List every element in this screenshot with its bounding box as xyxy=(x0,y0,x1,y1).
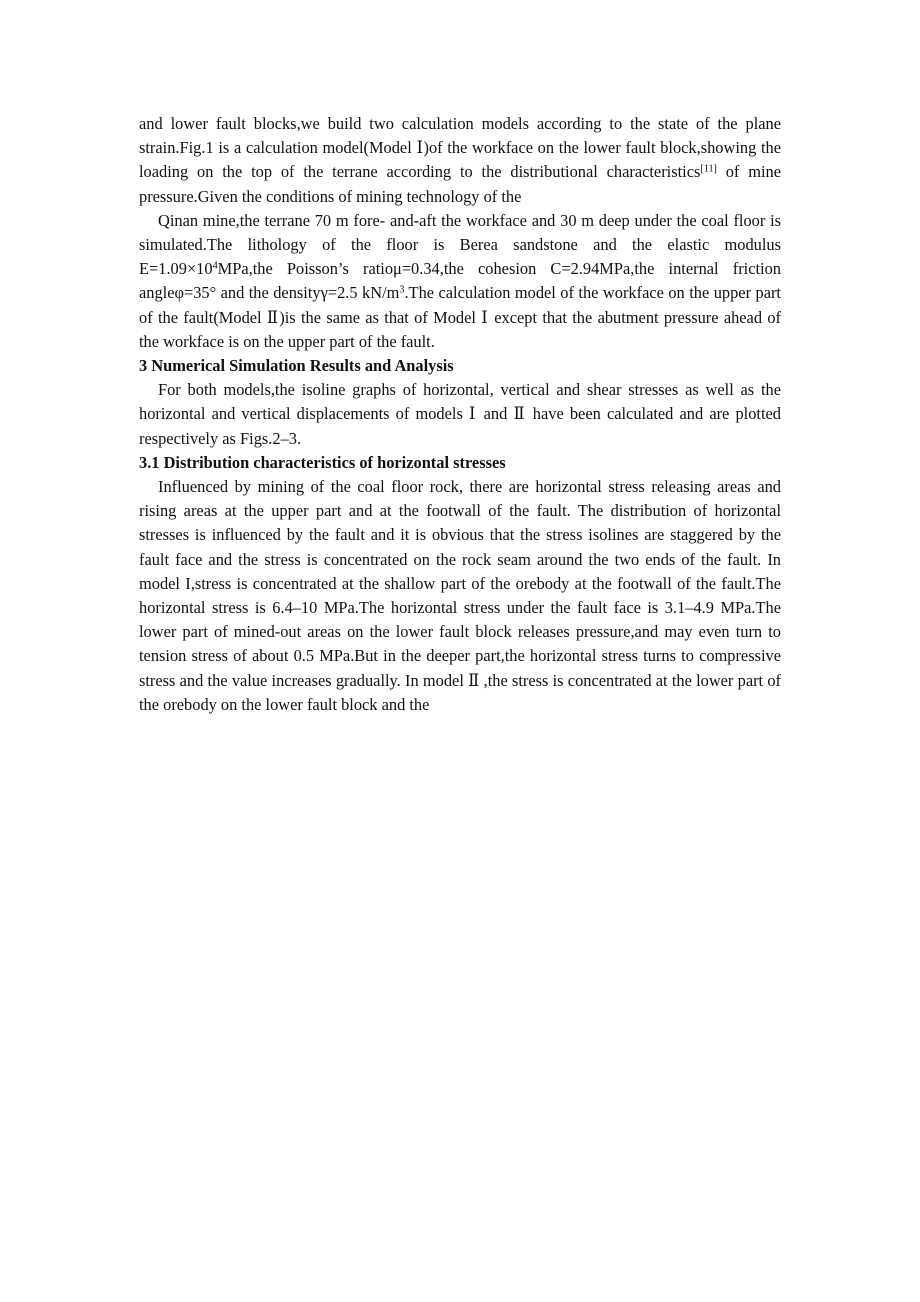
citation-reference: [11] xyxy=(700,163,717,175)
paragraph-model-intro-text: and lower fault blocks,we build two calculation models according to the state of the plane strain.Fig.1 is a calculation model(Model Ⅰ)of the workface on the lower fault block,showing the loading on the top of the terrane according to the distributional characteristics xyxy=(139,114,781,182)
paragraph-model-parameters xyxy=(139,209,781,354)
paragraph-results-intro: For both models,the isoline graphs of horizontal, vertical and shear stresses as well as the horizontal and vertical displacements of models Ⅰ and Ⅱ have been calculated and are plotted respectively as Figs.2–3. xyxy=(139,380,781,448)
exponent-density: 3 xyxy=(399,284,405,296)
page-body xyxy=(139,112,781,717)
paragraph-parameters-part3: .The calculation model of the workface on the upper part of the fault(Model Ⅱ)is the same as that of Model Ⅰ except that the abutment pressure ahead of the workface is on the upper part of the fault. xyxy=(139,283,781,351)
paragraph-parameters-part1: Qinan mine,the terrane 70 m fore- and-aft the workface and 30 m deep under the coal floor is simulated.The lithology of the floor is Berea sandstone and the elastic modulus E=1.09×10 xyxy=(139,210,781,279)
exponent-modulus: 4 xyxy=(212,260,218,272)
section-heading-3: 3 Numerical Simulation Results and Analysis xyxy=(139,356,454,376)
paragraph-horizontal-stresses: Influenced by mining of the coal floor rock, there are horizontal stress releasing areas and rising areas at the upper part and at the footwall of the fault. The distribution of horizontal stresses is influenced by the fault and it is obvious that the stress isolines are staggered by the fault face and the stress is concentrated on the rock seam around the two ends of the fault. In model I,stress is concentrated at the shallow part of the orebody at the footwall of the fault.The horizontal stress is 6.4–10 MPa.The horizontal stress under the fault face is 3.1–4.9 MPa.The lower part of mined-out areas on the lower fault block releases pressure,and may even turn to tension stress of about 0.5 MPa.But in the deeper part,the horizontal stress turns to compressive stress and the value increases gradually. In model Ⅱ ,the stress is concentrated at the lower part of the orebody on the lower fault block and the xyxy=(139,477,781,714)
paragraph-model-intro-tail: of mine pressure.Given the conditions of mining technology of the xyxy=(139,162,781,206)
paragraph-model-intro xyxy=(139,112,781,209)
subsection-heading-3-1: 3.1 Distribution characteristics of horizontal stresses xyxy=(139,452,506,472)
paragraph-parameters-part2: MPa,the Poisson’s ratioμ=0.34,the cohesion C=2.94MPa,the internal friction angleφ=35° and the densityγ=2.5 kN/m xyxy=(139,259,781,303)
